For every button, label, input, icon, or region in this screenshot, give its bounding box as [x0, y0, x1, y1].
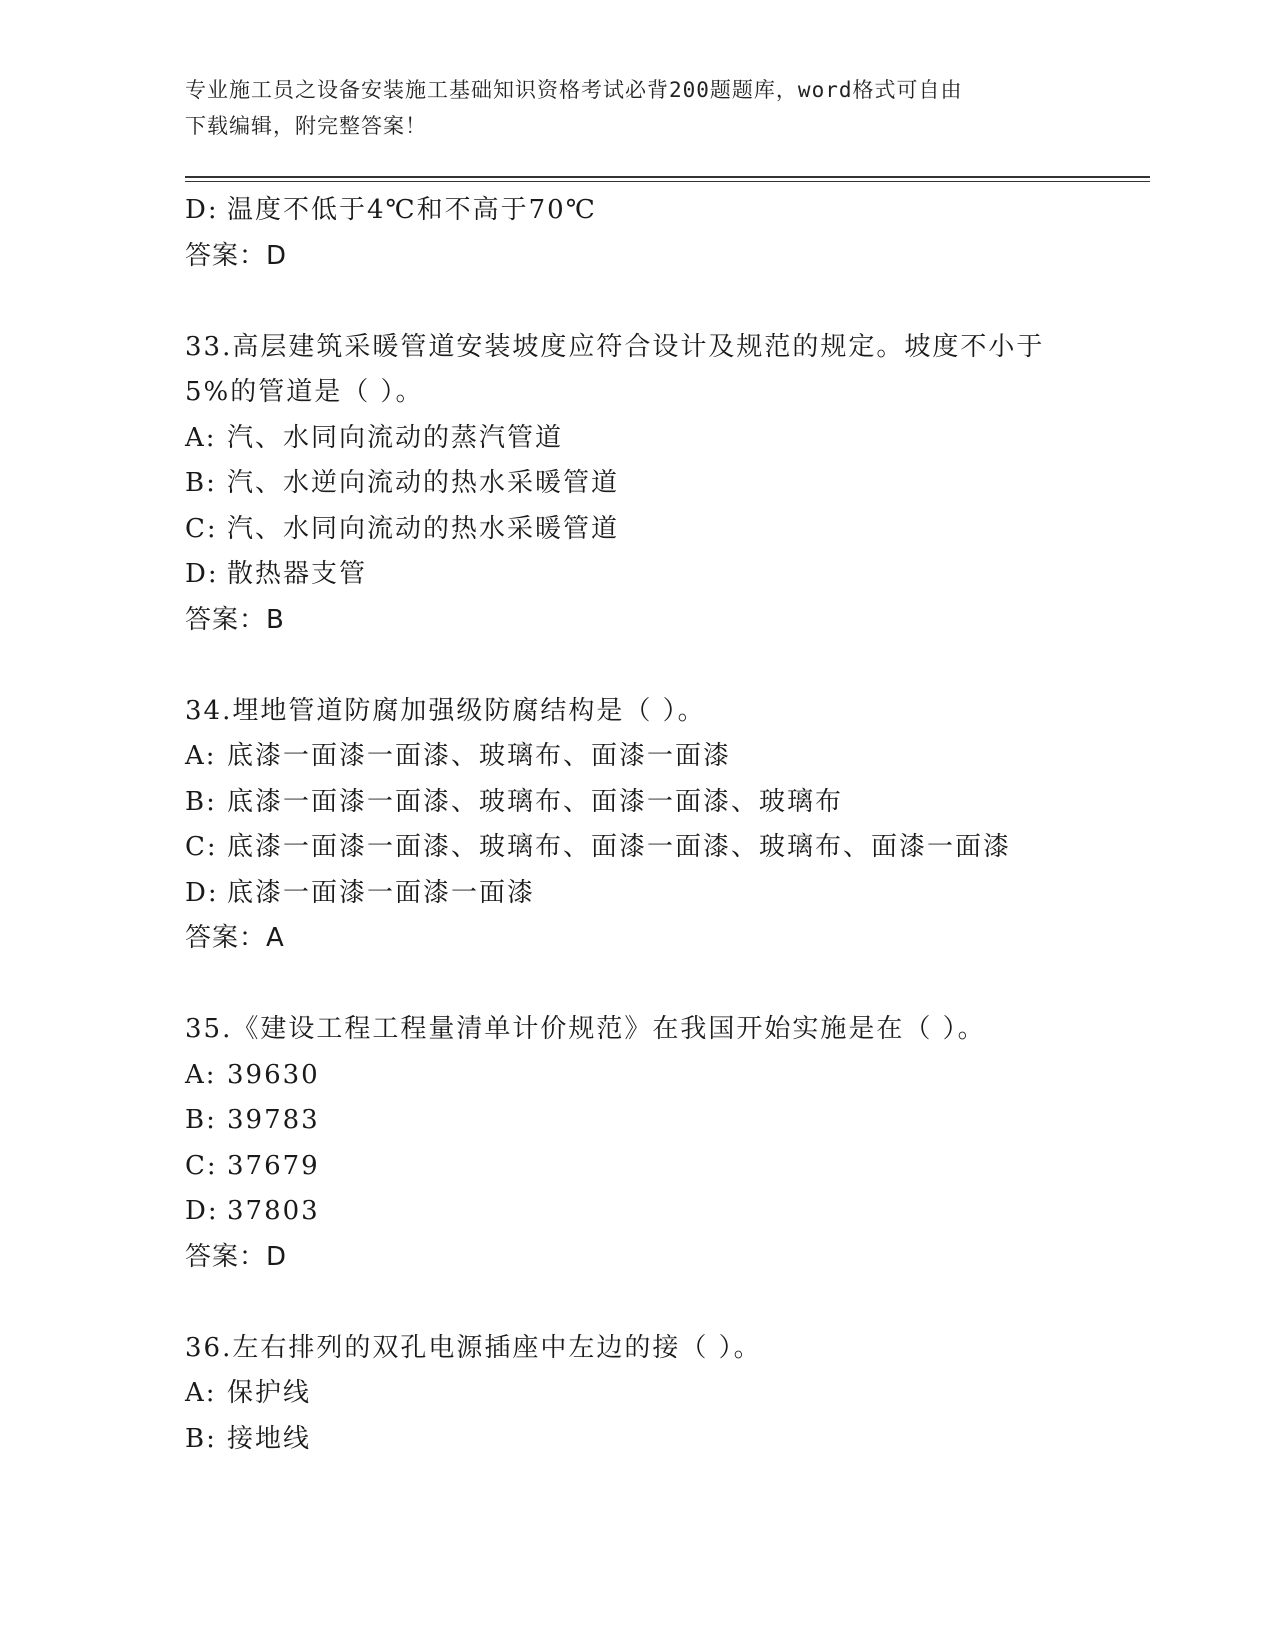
q34-answer: 答案：A	[185, 923, 285, 953]
q35-option-a	[185, 1053, 1085, 1099]
document-header	[185, 72, 1085, 144]
q34-option-b	[185, 780, 1085, 826]
option-text: 散热器支管	[227, 559, 368, 589]
q33-option-d	[185, 552, 1085, 598]
q33-stem-line-2: 5%的管道是（ ）。	[185, 377, 424, 407]
option-text: 39783	[227, 1105, 320, 1135]
spacer	[185, 279, 1085, 325]
option-key: B:	[185, 786, 217, 817]
option-text: 底漆一面漆一面漆一面漆	[227, 877, 536, 908]
option-text: 底漆一面漆一面漆、玻璃布、面漆一面漆、玻璃布	[227, 786, 844, 817]
option-key: A:	[185, 1059, 217, 1090]
header-divider-thin	[185, 181, 1150, 182]
option-text: 保护线	[227, 1378, 312, 1408]
option-text: 汽、水同向流动的热水采暖管道	[227, 513, 620, 544]
option-key: C:	[185, 832, 218, 862]
q33-option-a	[185, 416, 1085, 462]
q34-option-c	[185, 825, 1085, 871]
option-text: 37679	[227, 1150, 320, 1181]
q35-option-c	[185, 1144, 1085, 1190]
q34-option-a	[185, 734, 1085, 780]
option-text: 37803	[227, 1196, 320, 1226]
q35-stem: 35.《建设工程工程量清单计价规范》在我国开始实施是在（ ）。	[185, 1014, 986, 1044]
option-key: B:	[185, 1105, 217, 1135]
prev-answer: 答案：D	[185, 240, 288, 271]
option-key: B:	[185, 468, 217, 498]
q36-option-a	[185, 1371, 1085, 1417]
q35-option-d	[185, 1189, 1085, 1235]
q33-stem-line-1: 33.高层建筑采暖管道安装坡度应符合设计及规范的规定。坡度不小于	[185, 331, 1045, 362]
q35-answer: 答案：D	[185, 1241, 288, 1272]
question-list	[185, 188, 1085, 1462]
option-key: C:	[185, 513, 218, 544]
option-key: D:	[185, 559, 219, 589]
q34-option-d	[185, 871, 1085, 917]
option-text: 底漆一面漆一面漆、玻璃布、面漆一面漆	[227, 741, 732, 771]
option-text: 汽、水逆向流动的热水采暖管道	[227, 468, 620, 498]
spacer	[185, 643, 1085, 689]
header-line-2: 下载编辑，附完整答案！	[185, 114, 427, 138]
option-key: D:	[185, 195, 219, 225]
option-text: 39630	[227, 1059, 320, 1090]
option-key: A:	[185, 741, 217, 771]
spacer	[185, 962, 1085, 1008]
option-text: 底漆一面漆一面漆、玻璃布、面漆一面漆、玻璃布、面漆一面漆	[227, 832, 1012, 862]
option-key: D:	[185, 1196, 219, 1226]
q33-option-c	[185, 507, 1085, 553]
option-key: D:	[185, 877, 219, 908]
spacer	[185, 1280, 1085, 1326]
option-key: A:	[185, 422, 217, 453]
option-text: 温度不低于4℃和不高于70℃	[227, 195, 597, 225]
header-divider-thick	[185, 176, 1150, 178]
header-line-1: 专业施工员之设备安装施工基础知识资格考试必背200题题库，word格式可自由	[185, 78, 963, 102]
q36-stem: 36.左右排列的双孔电源插座中左边的接（ ）。	[185, 1332, 762, 1363]
option-key: B:	[185, 1423, 217, 1454]
q35-option-b	[185, 1098, 1085, 1144]
option-key: C:	[185, 1150, 218, 1181]
q33-option-b	[185, 461, 1085, 507]
q36-option-b	[185, 1417, 1085, 1463]
option-text: 汽、水同向流动的蒸汽管道	[227, 422, 564, 453]
prev-option-d	[185, 188, 1085, 234]
q34-stem: 34.埋地管道防腐加强级防腐结构是（ ）。	[185, 695, 706, 726]
option-text: 接地线	[227, 1423, 312, 1454]
q33-answer: 答案：B	[185, 604, 285, 635]
option-key: A:	[185, 1378, 217, 1408]
